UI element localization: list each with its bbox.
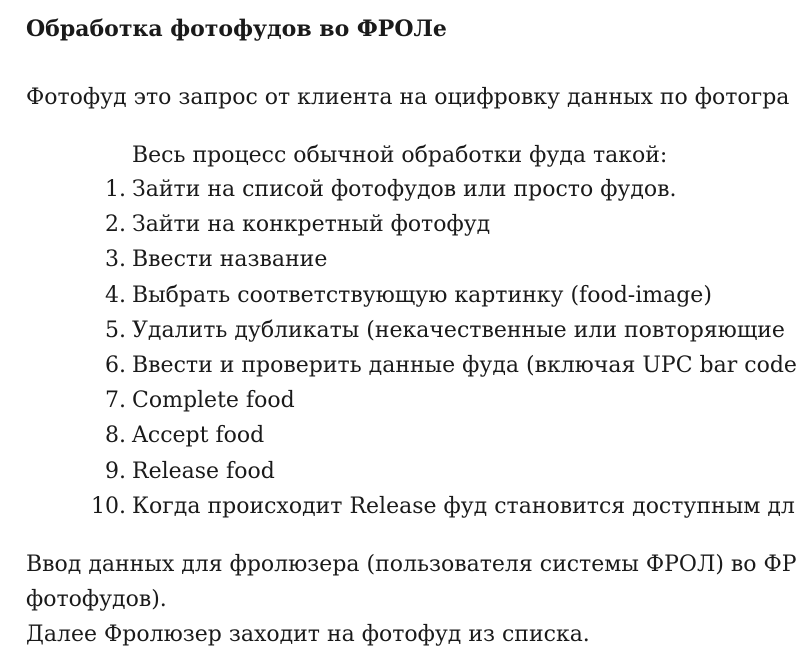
list-item-number: 8.: [105, 423, 126, 449]
list-item: [26, 207, 797, 242]
outro-paragraph-line: фотофудов).: [26, 587, 167, 612]
list-item: [26, 489, 797, 524]
list-item-number: 5.: [105, 317, 126, 343]
list-item-text: Ввести название: [132, 247, 328, 273]
list-item-number: 6.: [105, 352, 126, 378]
list-item-text: Когда происходит Release фуд становится доступным дл: [132, 493, 795, 519]
list-item: [26, 383, 797, 418]
list-item-text: Accept food: [132, 423, 265, 449]
list-item: [26, 418, 797, 453]
list-item: [26, 454, 797, 489]
list-item-number: 9.: [105, 458, 126, 484]
list-item-number: 1.: [105, 177, 126, 202]
list-item-text: Удалить дубликаты (некачественные или повторяющие: [132, 317, 785, 343]
closing-paragraph: Далее Фролюзер заходит на фотофуд из списка.: [26, 622, 590, 647]
list-item-number: 2.: [105, 212, 126, 238]
steps-list: [26, 172, 797, 524]
list-item-text: Release food: [132, 458, 275, 484]
list-item-text: Выбрать соответствующую картинку (food-image): [132, 282, 712, 308]
list-item-number: 10.: [91, 493, 126, 519]
list-item-number: 3.: [105, 247, 126, 273]
list-item-text: Зайти на списой фотофудов или просто фудов.: [132, 177, 677, 202]
list-item-number: 4.: [105, 282, 126, 308]
intro-paragraph: Фотофуд это запрос от клиента на оцифровку данных по фотогра: [26, 85, 790, 110]
list-item: [26, 242, 797, 277]
list-item: [26, 348, 797, 383]
list-item-number: 7.: [105, 388, 126, 414]
list-item: [26, 278, 797, 313]
list-lead-text: Весь процесс обычной обработки фуда такой:: [132, 143, 668, 168]
outro-paragraph-line: Ввод данных для фролюзера (пользователя системы ФРОЛ) во ФР: [26, 552, 797, 577]
list-item: [26, 172, 797, 207]
list-item-text: Ввести и проверить данные фуда (включая UPC bar code: [132, 352, 797, 378]
page-title: Обработка фотофудов во ФРОЛе: [26, 16, 447, 42]
list-item-text: Зайти на конкретный фотофуд: [132, 212, 491, 238]
list-item: [26, 313, 797, 348]
list-item-text: Complete food: [132, 388, 295, 414]
